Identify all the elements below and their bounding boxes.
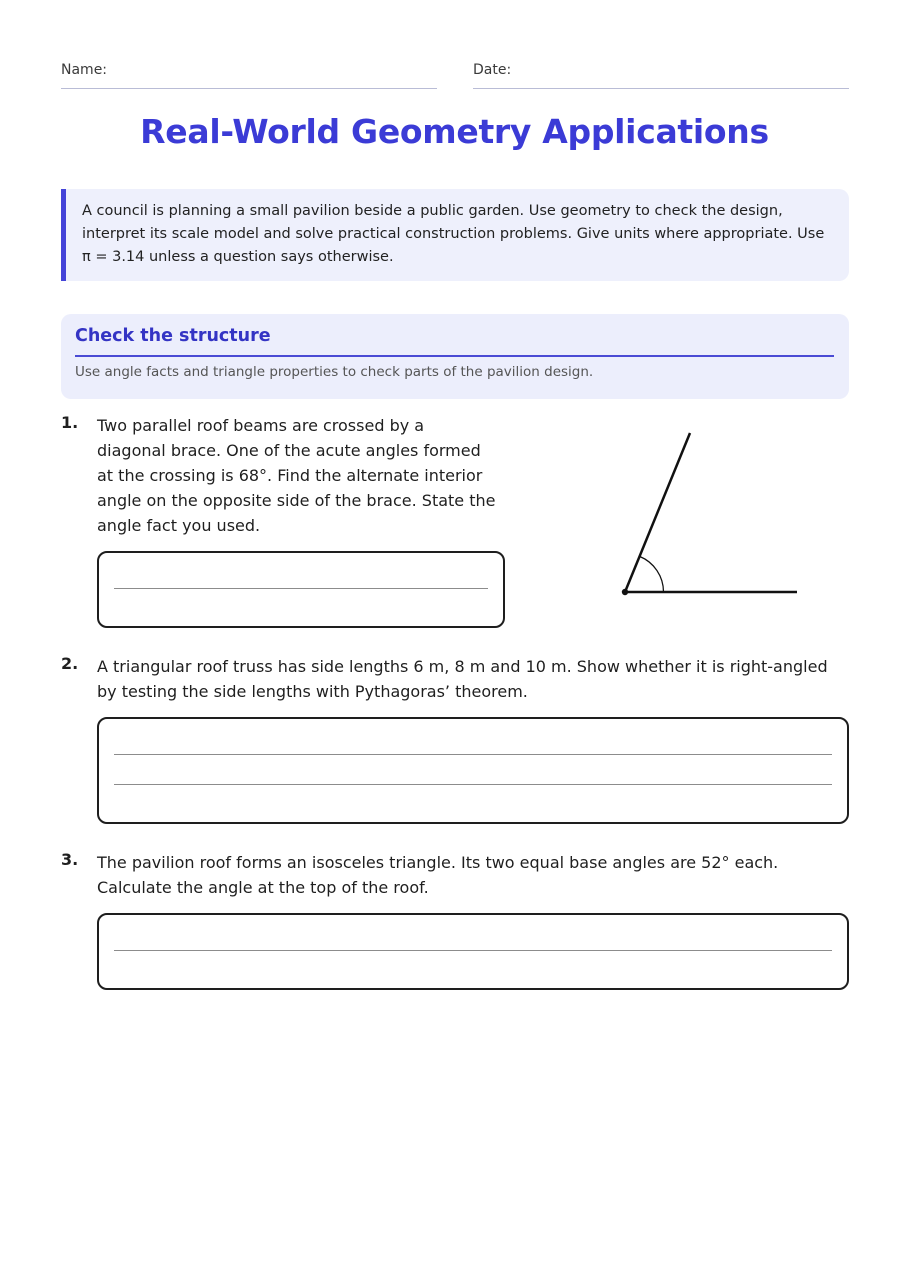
name-label: Name: xyxy=(61,62,108,78)
question-2-answer-box[interactable] xyxy=(97,717,849,824)
page-title: Real-World Geometry Applications xyxy=(140,112,769,151)
answer-line xyxy=(114,754,832,755)
answer-line xyxy=(114,950,832,951)
intro-text: A council is planning a small pavilion beside a public garden. Use geometry to check the design, interpret its scale model and solve practical construction problems. Give units where appropriate. Use π = 3.14 unless a question says otherwise. xyxy=(82,203,825,265)
name-field[interactable] xyxy=(61,62,437,89)
date-label: Date: xyxy=(473,62,512,78)
section-title: Check the structure xyxy=(75,326,834,357)
angle-diagram xyxy=(600,420,810,610)
question-3-number: 3. xyxy=(61,850,79,869)
answer-line xyxy=(114,784,832,785)
question-1-text: Two parallel roof beams are crossed by a diagonal brace. One of the acute angles formed at the crossing is 68°. Find the alternate interior angle on the opposite side of the brace. State the angle fact you used. xyxy=(97,416,496,535)
date-field[interactable] xyxy=(473,62,849,89)
answer-line xyxy=(114,588,488,589)
question-1-number: 1. xyxy=(61,413,79,432)
section-subtitle: Use angle facts and triangle properties to check parts of the pavilion design. xyxy=(75,364,594,380)
question-3-answer-box[interactable] xyxy=(97,913,849,990)
question-2-number: 2. xyxy=(61,654,79,673)
diagram-angle-arc xyxy=(640,556,664,592)
diagram-diagonal-line xyxy=(625,433,690,592)
question-3-text: The pavilion roof forms an isosceles triangle. Its two equal base angles are 52° each. Calculate the angle at the top of the roof. xyxy=(97,853,779,897)
question-2-text: A triangular roof truss has side lengths 6 m, 8 m and 10 m. Show whether it is right-angled by testing the side lengths with Pythagoras’ theorem. xyxy=(97,657,828,701)
diagram-vertex-point xyxy=(622,589,628,595)
section-header xyxy=(61,314,849,399)
question-1-answer-box[interactable] xyxy=(97,551,505,628)
intro-box xyxy=(61,189,849,281)
